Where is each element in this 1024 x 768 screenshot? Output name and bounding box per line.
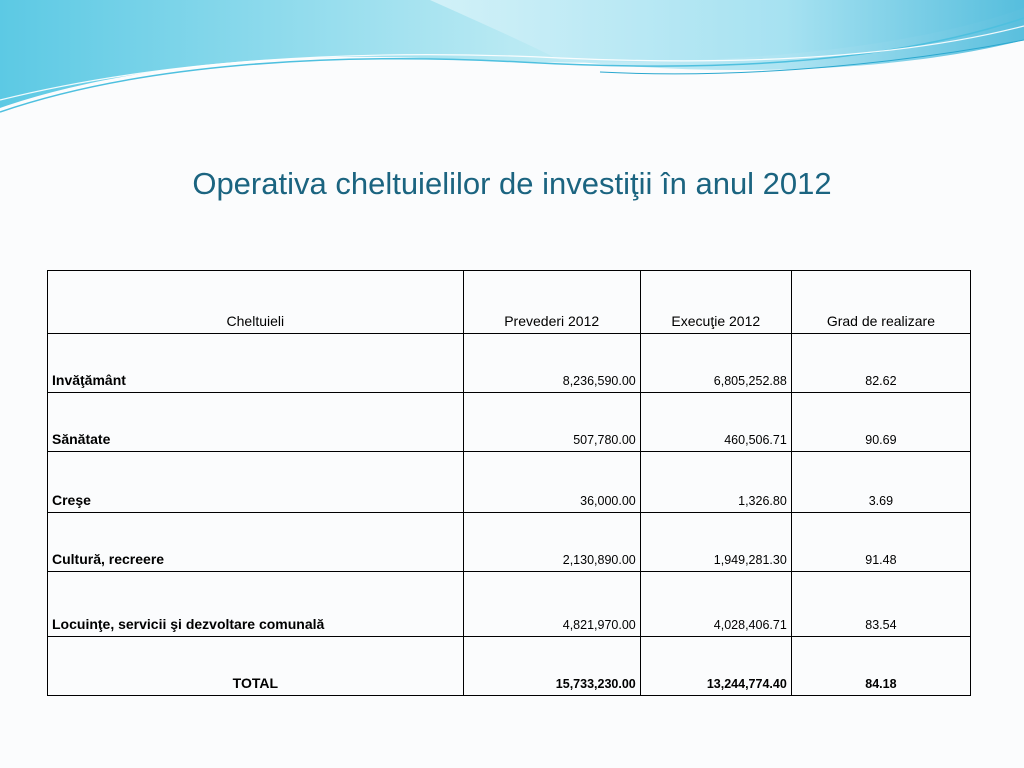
row-category: Sănătate	[48, 393, 464, 452]
slide-title: Operativa cheltuielilor de investiţii în anul 2012	[192, 166, 832, 201]
row-grad: 3.69	[791, 452, 970, 513]
decorative-wave-banner	[0, 0, 1024, 130]
row-grad: 82.62	[791, 334, 970, 393]
table-row	[48, 513, 971, 572]
row-category: Creşe	[48, 452, 464, 513]
row-grad: 90.69	[791, 393, 970, 452]
table-row	[48, 393, 971, 452]
table-row	[48, 334, 971, 393]
header-prevederi: Prevederi 2012	[463, 271, 640, 334]
total-executie: 13,244,774.40	[640, 637, 791, 696]
row-category: Cultură, recreere	[48, 513, 464, 572]
row-prevederi: 36,000.00	[463, 452, 640, 513]
total-label: TOTAL	[48, 637, 464, 696]
row-executie: 4,028,406.71	[640, 572, 791, 637]
row-executie: 6,805,252.88	[640, 334, 791, 393]
table-header-row	[48, 271, 971, 334]
table-row	[48, 452, 971, 513]
header-grad: Grad de realizare	[791, 271, 970, 334]
row-executie: 1,326.80	[640, 452, 791, 513]
table-row	[48, 572, 971, 637]
total-grad: 84.18	[791, 637, 970, 696]
row-prevederi: 2,130,890.00	[463, 513, 640, 572]
header-cheltuieli: Cheltuieli	[48, 271, 464, 334]
row-prevederi: 507,780.00	[463, 393, 640, 452]
row-grad: 91.48	[791, 513, 970, 572]
total-prevederi: 15,733,230.00	[463, 637, 640, 696]
table-total-row	[48, 637, 971, 696]
row-prevederi: 4,821,970.00	[463, 572, 640, 637]
row-executie: 1,949,281.30	[640, 513, 791, 572]
row-grad: 83.54	[791, 572, 970, 637]
row-prevederi: 8,236,590.00	[463, 334, 640, 393]
row-category: Locuinţe, servicii şi dezvoltare comunală	[48, 572, 464, 637]
row-category: Invăţământ	[48, 334, 464, 393]
header-executie: Execuţie 2012	[640, 271, 791, 334]
investment-table	[47, 270, 971, 696]
row-executie: 460,506.71	[640, 393, 791, 452]
